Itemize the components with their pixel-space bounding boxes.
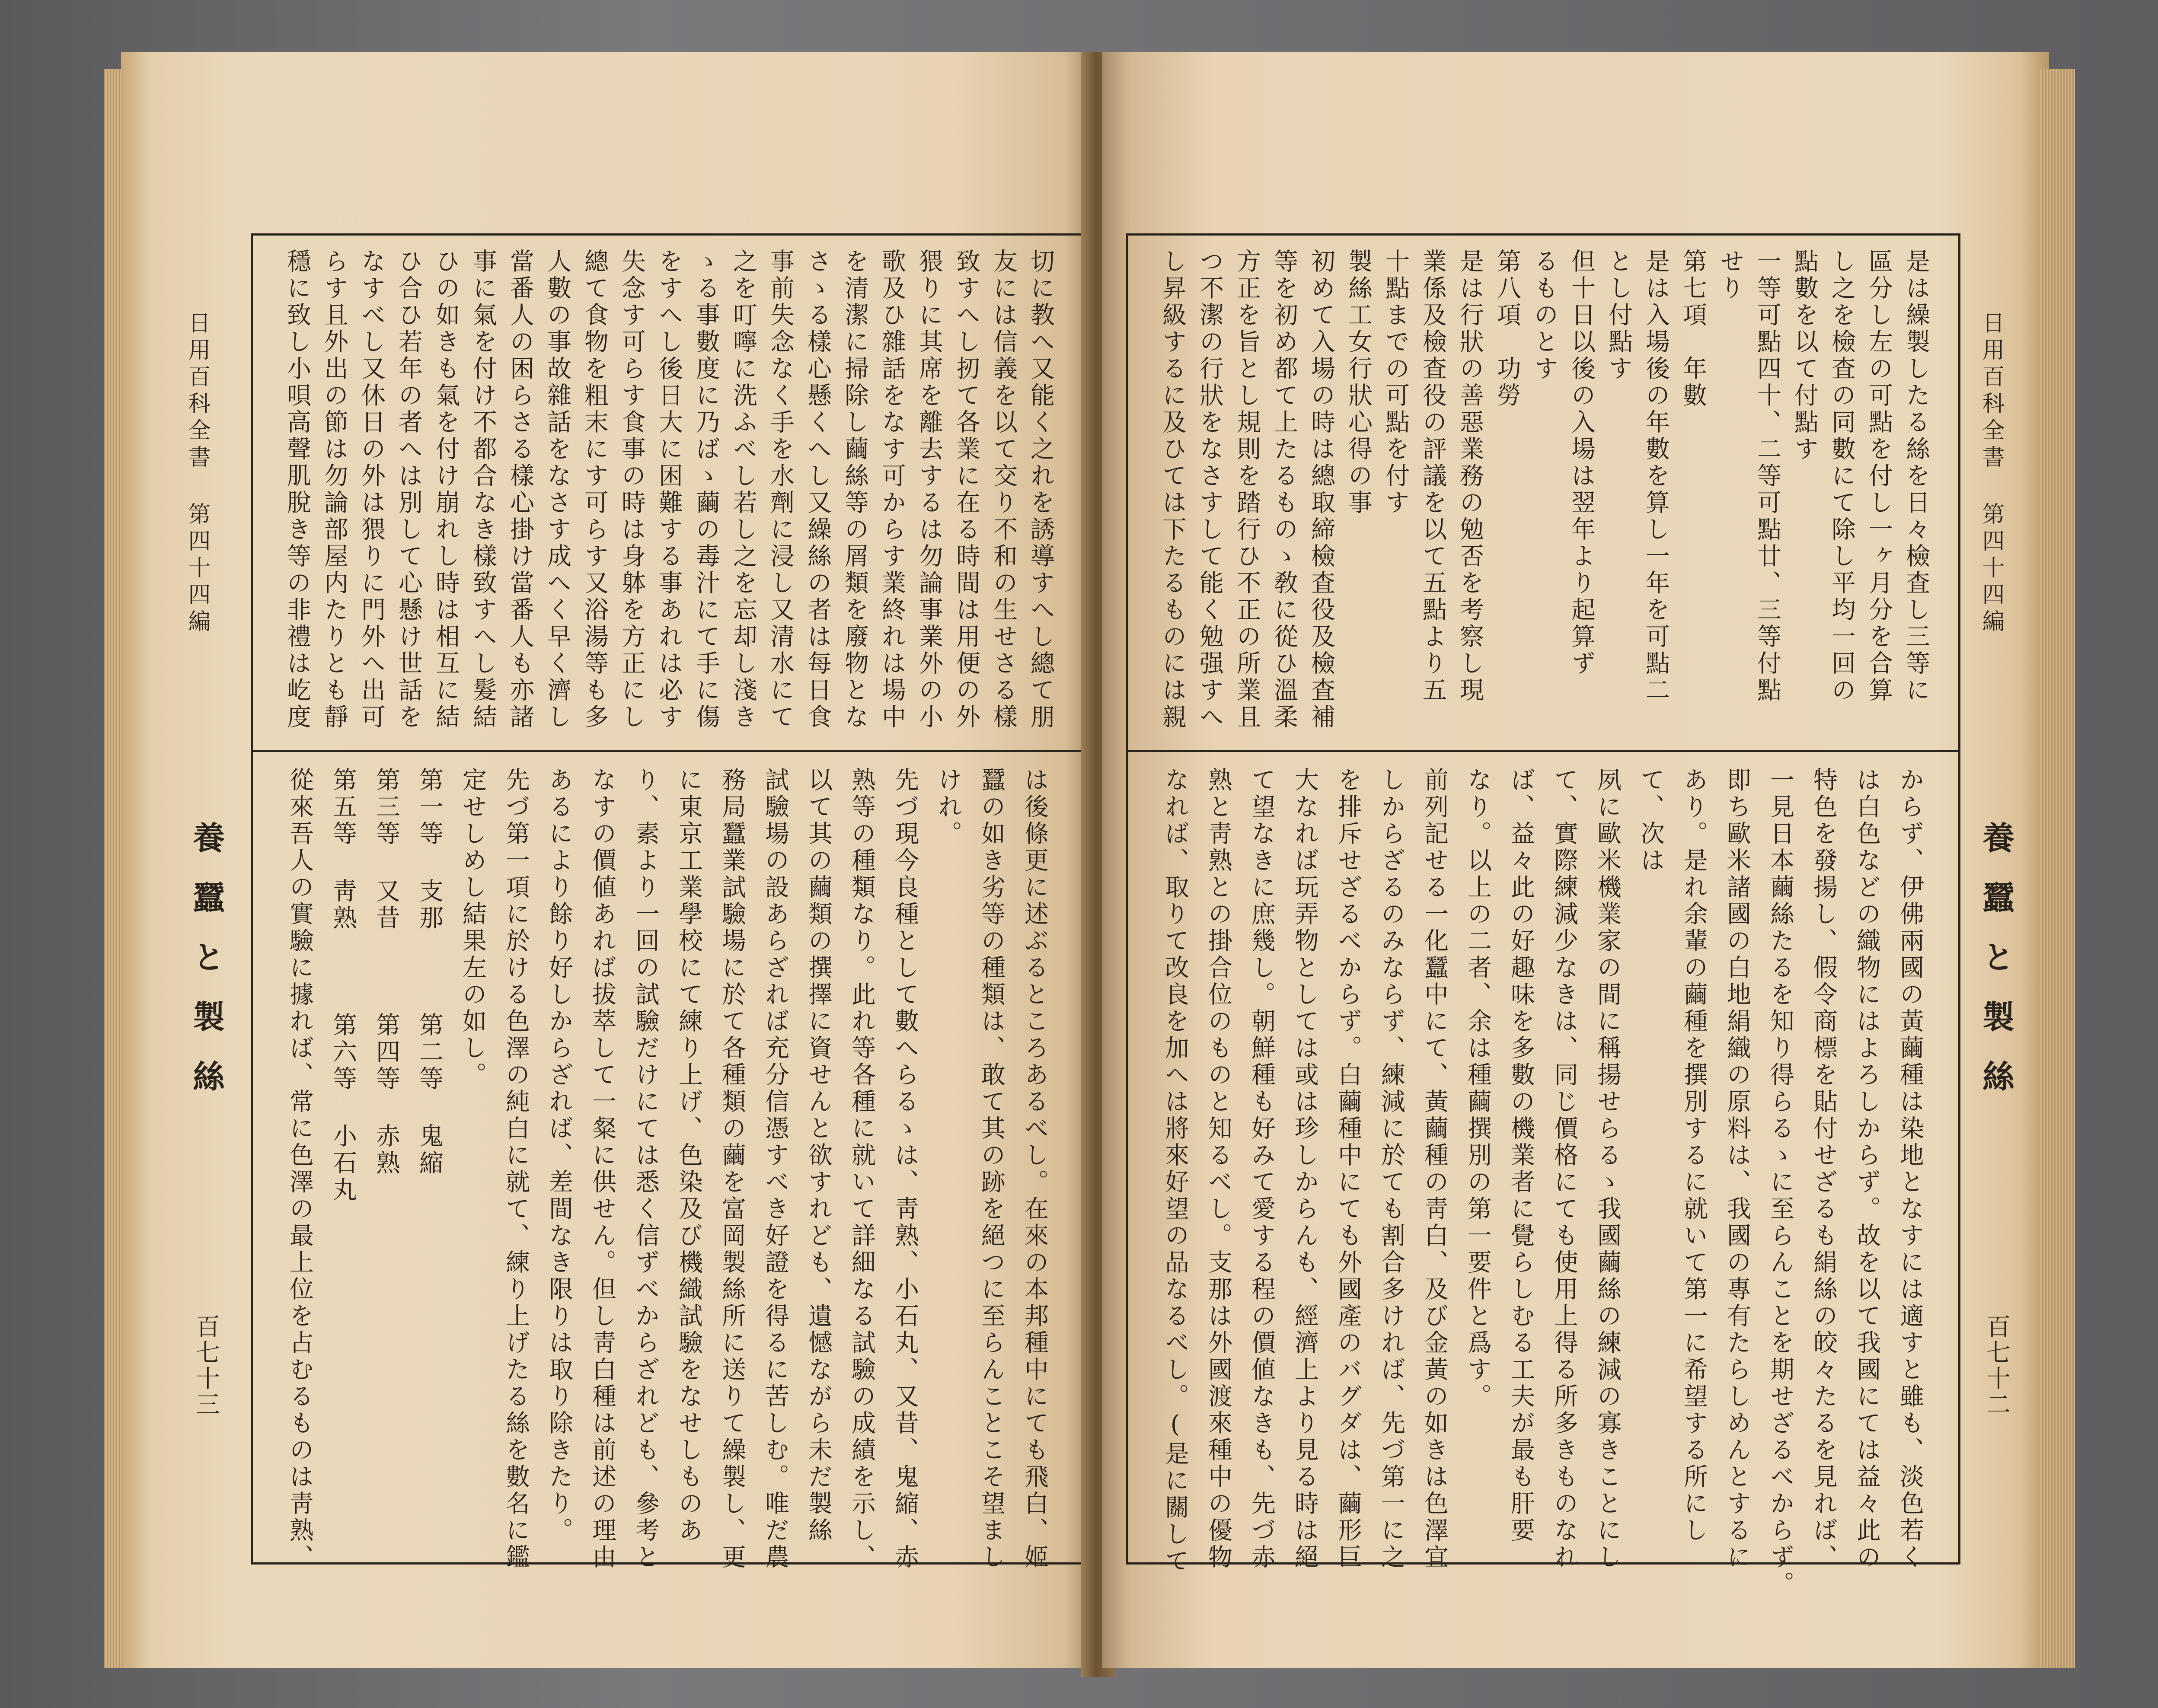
right-page-edges bbox=[2040, 69, 2075, 1668]
text-column: るものとす bbox=[1530, 249, 1558, 382]
text-column: あるにより餘り好しからざれば、差間なき限りは取り除きたり。 bbox=[545, 767, 573, 1544]
text-column: 製絲工女行狀心得の事 bbox=[1344, 249, 1373, 516]
right-folio: 百七十二 bbox=[1982, 1314, 2011, 1418]
text-column: しからざるのみならず、練減に於ても割合多ければ、先づ第一に之 bbox=[1377, 767, 1405, 1571]
text-column: 夙に歐米機業家の間に稱揚せらるゝ我國繭絲の練減の寡きことにし bbox=[1593, 767, 1622, 1571]
left-chapter-title: 養蠶と製絲 bbox=[188, 821, 225, 1119]
text-column: 先づ現今良種として數へらるゝは、靑熟、小石丸、又昔、鬼縮、赤 bbox=[891, 767, 919, 1571]
text-column: ひの如きも氣を付け崩れし時は相互に結 bbox=[432, 249, 460, 731]
text-column: あり。是れ余輩の繭種を撰別するに就いて第一に希望する所にし bbox=[1680, 767, 1708, 1544]
text-column: 等を初め都て上たるものゝ敎に從ひ溫柔 bbox=[1270, 249, 1298, 731]
text-column: 十點までの可點を付す bbox=[1382, 249, 1410, 516]
left-text-frame bbox=[251, 233, 1085, 1571]
text-column: 蠶の如き劣等の種類は、敢て其の跡を絕つに至らんことこそ望まし bbox=[977, 767, 1006, 1571]
text-column: せり bbox=[1716, 249, 1744, 302]
text-column: 方正を旨とし規則を踏行ひ不正の所業且 bbox=[1233, 249, 1261, 731]
text-column: 失念す可らす食事の時は身躰を方正にし bbox=[618, 249, 646, 731]
text-column: さゝる樣心懸くへし又繰絲の者は每日食 bbox=[804, 249, 832, 731]
text-column: て望なきに庶幾し。朝鮮種も好みて愛する程の價値なきも、先づ赤 bbox=[1248, 767, 1276, 1571]
text-column: 從來吾人の實驗に據れば、常に色澤の最上位を占むるものは靑熟、 bbox=[286, 767, 314, 1571]
text-column: 猥りに其席を離去するは勿論事業外の小 bbox=[915, 249, 943, 731]
text-column: とし付點す bbox=[1605, 249, 1633, 382]
text-column: をすへし後日大に困難する事あれは必す bbox=[655, 249, 683, 731]
right-page bbox=[1102, 52, 2049, 1668]
text-column: ひ合ひ若年の者へは別して心懸け世話を bbox=[395, 249, 423, 731]
text-column: 點數を以て付點す bbox=[1791, 249, 1819, 463]
text-column: 第五等 靑熟 第六等 小石丸 bbox=[329, 767, 357, 1204]
text-column: し昇級するに及ひては下たるものには親 bbox=[1159, 249, 1187, 731]
left-running-head: 日用百科全書 第四十四編 bbox=[184, 311, 210, 636]
text-column: 第三等 又昔 第四等 赤熟 bbox=[372, 767, 400, 1177]
text-column: 一見日本繭絲たるを知り得らるゝに至らんことを期せざるべからず。 bbox=[1766, 767, 1794, 1598]
text-column: 初めて入場の時は總取締檢査役及檢査補 bbox=[1307, 249, 1335, 731]
text-column: 之を叮嚀に洗ふべし若し之を忘却し淺き bbox=[729, 249, 757, 731]
right-running-head: 日用百科全書 第四十四編 bbox=[1978, 311, 2004, 636]
text-column: 但十日以後の入場は翌年より起算ず bbox=[1567, 249, 1596, 677]
text-column: 以て其の繭類の撰擇に資せんと欲すれども、遺憾ながら未だ製絲 bbox=[804, 767, 833, 1544]
text-column: 是は繰製したる絲を日々檢査し三等に bbox=[1902, 249, 1930, 704]
text-column: 總て食物を粗末にす可らす又浴湯等も多 bbox=[581, 249, 609, 731]
text-column: 穩に致し小唄高聲肌脫き等の非禮は屹度 bbox=[283, 249, 311, 731]
text-column: 是は行狀の善惡業務の勉否を考察し現 bbox=[1456, 249, 1484, 704]
text-column: らす且外出の節は勿論部屋内たりとも靜 bbox=[320, 249, 348, 731]
left-frame-divider bbox=[253, 750, 1083, 752]
right-chapter-title: 養蠶と製絲 bbox=[1977, 821, 2014, 1119]
text-column: は白色などの織物にはよろしからず。故を以て我國にては益々此の bbox=[1853, 767, 1881, 1571]
left-page bbox=[121, 52, 1094, 1668]
text-column: 是は入場後の年數を算し一年を可點二 bbox=[1642, 249, 1670, 704]
text-column: 事に氣を付け不都合なき樣致すへし髮結 bbox=[469, 249, 497, 731]
right-text-frame bbox=[1126, 233, 1960, 1598]
text-column: 事前失念なく手を水劑に浸し又清水にて bbox=[766, 249, 795, 731]
text-column: 第八項 功勞 bbox=[1493, 249, 1521, 409]
text-column: は後條更に述ぶるところあるべし。在來の本邦種中にても飛白、姬 bbox=[1021, 767, 1049, 1571]
text-column: 前列記せる一化蠶中にて、黃繭種の靑白、及び金黃の如きは色澤宜 bbox=[1421, 767, 1449, 1571]
text-column: 即ち歐米諸國の白地絹織の原料は、我國の專有たらしめんとするに bbox=[1723, 767, 1751, 1571]
text-column: を排斥せざるべからず。白繭種中にても外國產のバグダは、繭形巨 bbox=[1334, 767, 1362, 1571]
text-column: なすべし又休日の外は猥りに門外へ出可 bbox=[358, 249, 386, 731]
text-column: に東京工業學校にて練り上げ、色染及び機織試驗をなせしものあ bbox=[675, 767, 703, 1544]
text-column: 當番人の困らさる樣心掛け當番人も亦諸 bbox=[506, 249, 534, 731]
right-frame-divider bbox=[1128, 750, 1958, 752]
text-column: 定せしめし結果左の如し。 bbox=[459, 767, 487, 1089]
text-column: なすの價値あれば拔萃して一粲に供せん。但し靑白種は前述の理由 bbox=[588, 767, 616, 1571]
text-column: 熟と靑熟との掛合位のものと知るべし。支那は外國渡來種中の優物 bbox=[1204, 767, 1232, 1571]
text-column: 切に教へ又能く之れを誘導すへし總て朋 bbox=[1027, 249, 1055, 731]
text-column: 第一等 支那 第二等 鬼縮 bbox=[415, 767, 444, 1177]
text-column: ゝる事數度に乃ばゝ繭の毒汁にて手に傷 bbox=[692, 249, 720, 731]
text-column: つ不潔の行狀をなさすして能く勉强すへ bbox=[1196, 249, 1224, 731]
text-column: なり。以上の二者、余は種繭撰別の第一要件と爲す。 bbox=[1464, 767, 1492, 1410]
text-column: 大なれば玩弄物としては或は珍しからんも、經濟上より見る時は絕 bbox=[1291, 767, 1319, 1571]
text-column: なれば、取りて改良を加へは將來好望の品なるべし。(是に關して bbox=[1161, 767, 1189, 1575]
open-book bbox=[104, 52, 2075, 1677]
left-folio: 百七十三 bbox=[192, 1314, 220, 1418]
text-column: 業係及檢査役の評議を以て五點より五 bbox=[1419, 249, 1447, 704]
text-column: 致すへし扨て各業に在る時間は用便の外 bbox=[952, 249, 980, 731]
text-column: し之を檢査の同數にて除し平均一回の bbox=[1828, 249, 1856, 704]
text-column: ば、益々此の好趣味を多數の機業者に覺らしむる工夫が最も肝要 bbox=[1507, 767, 1535, 1544]
text-column: 熟等の種類なり。此れ等各種に就いて詳細なる試驗の成績を示し、 bbox=[848, 767, 876, 1571]
text-column: 先づ第一項に於ける色澤の純白に就て、練り上げたる絲を數名に鑑 bbox=[502, 767, 530, 1571]
text-column: 第七項 年數 bbox=[1679, 249, 1707, 409]
text-column: 區分し左の可點を付し一ヶ月分を合算 bbox=[1865, 249, 1893, 704]
text-column: 一等可點四十、二等可點廿、三等付點 bbox=[1753, 249, 1781, 704]
text-column: 人數の事故雜話をなさす成へく早く濟し bbox=[543, 249, 571, 731]
text-column: 歌及ひ雜話をなす可からす業終れは場中 bbox=[878, 249, 906, 731]
text-column: て、次は bbox=[1637, 767, 1665, 874]
text-column: 務局蠶業試驗場に於て各種類の繭を富岡製絲所に送りて繰製し、更 bbox=[718, 767, 746, 1571]
text-column: 友には信義を以て交り不和の生せさる樣 bbox=[990, 249, 1018, 731]
text-column: けれ。 bbox=[934, 767, 962, 848]
text-column: 特色を發揚し、假令商標を貼付せざるも絹絲の皎々たるを見れば、 bbox=[1810, 767, 1838, 1571]
text-column: 試驗場の設あらざれば充分信憑すべき好證を得るに苦しむ。唯だ農 bbox=[761, 767, 789, 1571]
text-column: て、實際練減少なきは、同じ價格にても使用上得る所多きものなれ bbox=[1550, 767, 1578, 1571]
text-column: を清潔に掃除し繭絲等の屑類を廢物とな bbox=[841, 249, 869, 731]
text-column: からず、伊佛兩國の黃繭種は染地となすには適すと雖も、淡色若く bbox=[1896, 767, 1924, 1571]
text-column: り、素より一回の試驗だけにては悉く信ずべからざれども、參考と bbox=[632, 767, 660, 1571]
